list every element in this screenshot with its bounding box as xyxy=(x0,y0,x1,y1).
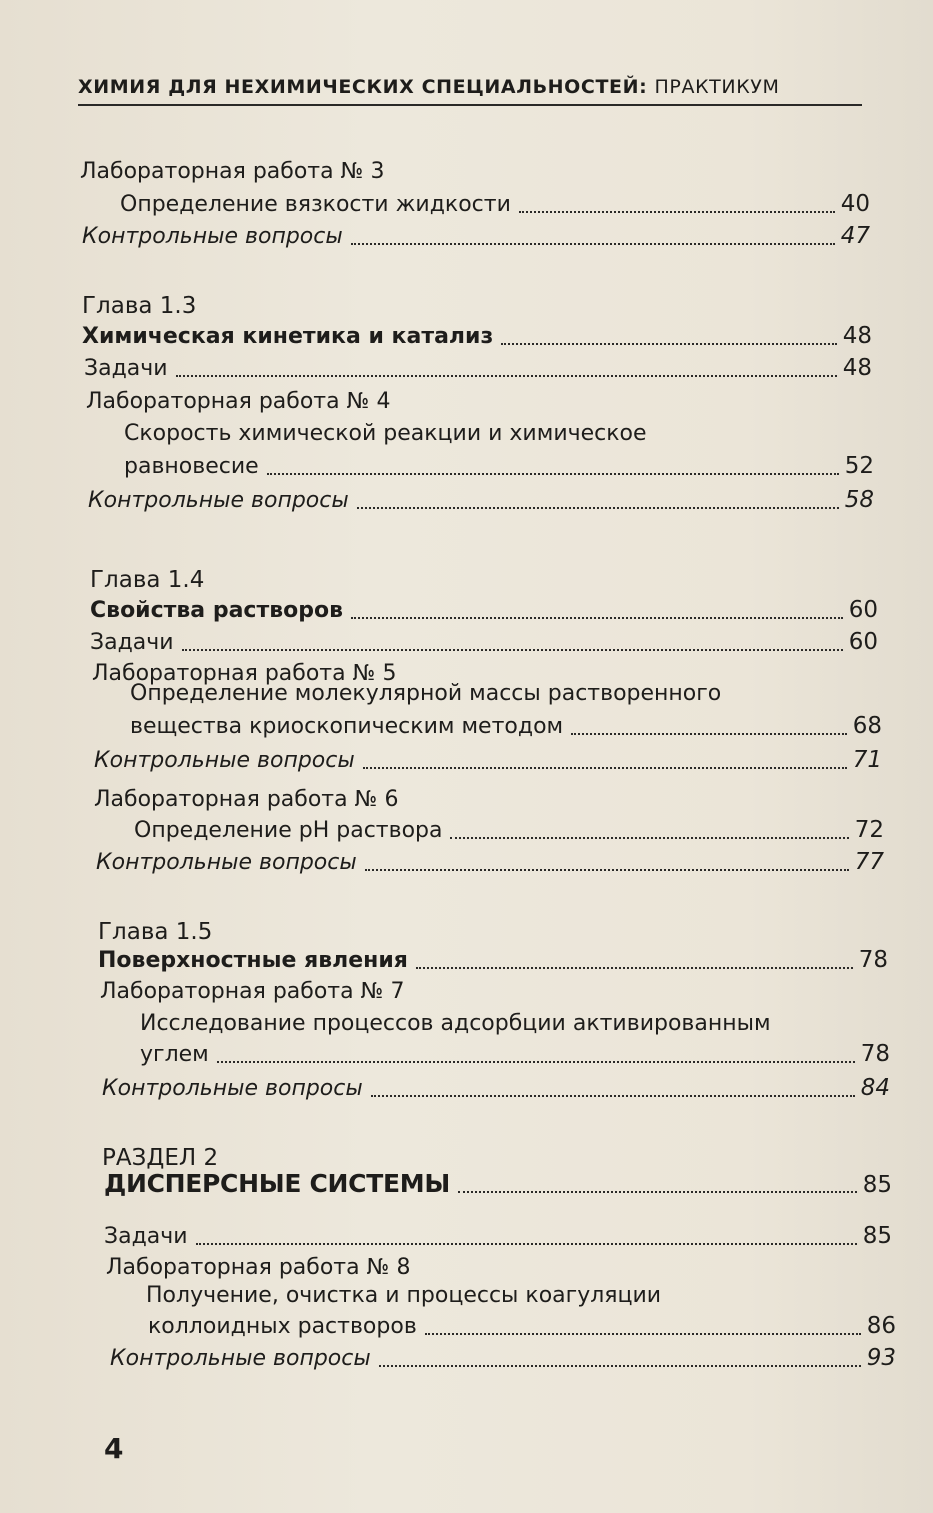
toc-lab-label: Лабораторная работа № 7 xyxy=(100,979,405,1004)
dot-leader xyxy=(267,473,839,475)
dot-leader xyxy=(450,837,848,839)
toc-entry-text: равновесие xyxy=(124,454,259,479)
toc-page-number: 85 xyxy=(862,1172,892,1198)
toc-chapter-title: Свойства растворов xyxy=(90,598,344,623)
toc-page-number: 48 xyxy=(842,355,872,381)
toc-chapter-title: Поверхностные явления xyxy=(98,948,408,973)
toc-entry xyxy=(102,1074,890,1103)
toc-page-number: 84 xyxy=(860,1075,890,1101)
toc-entry xyxy=(148,1312,896,1341)
toc-section-title: ДИСПЕРСНЫЕ СИСТЕМЫ xyxy=(104,1169,450,1198)
toc-entry xyxy=(120,190,870,219)
toc-page-number: 93 xyxy=(866,1345,896,1371)
toc-chapter-title: Химическая кинетика и катализ xyxy=(82,324,494,349)
toc-entry-text: Контрольные вопросы xyxy=(96,850,357,875)
toc-chapter-label: Глава 1.3 xyxy=(82,293,197,319)
toc-page-number: 47 xyxy=(840,223,870,249)
header-title: ХИМИЯ ДЛЯ НЕХИМИЧЕСКИХ СПЕЦИАЛЬНОСТЕЙ: xyxy=(78,76,648,98)
dot-leader xyxy=(365,869,849,871)
page-number: 4 xyxy=(104,1432,124,1465)
toc-entry xyxy=(124,452,874,481)
header-subtitle: ПРАКТИКУМ xyxy=(654,76,780,98)
toc-entry-text: Контрольные вопросы xyxy=(88,488,349,513)
toc-entry xyxy=(98,946,888,975)
toc-page-number: 71 xyxy=(852,747,882,773)
toc-page-number: 40 xyxy=(840,191,870,217)
toc-entry-text: Определение вязкости жидкости xyxy=(120,192,511,217)
toc-page-number: 86 xyxy=(866,1313,896,1339)
dot-leader xyxy=(351,243,835,245)
toc-entry-text: Контрольные вопросы xyxy=(110,1346,371,1371)
toc-entry-text: Задачи xyxy=(104,1224,188,1249)
toc-page-number: 72 xyxy=(854,817,884,843)
dot-leader xyxy=(357,507,839,509)
toc-entry-text: Определение молекулярной массы растворенного xyxy=(130,681,722,706)
toc-entry-text: коллоидных растворов xyxy=(148,1314,417,1339)
toc-entry-text: Исследование процессов адсорбции активированным xyxy=(140,1011,771,1036)
toc-entry xyxy=(88,486,874,515)
dot-leader xyxy=(176,375,837,377)
toc-entry-text: Скорость химической реакции и химическое xyxy=(124,421,647,446)
toc-lab-label: Лабораторная работа № 4 xyxy=(86,389,391,414)
dot-leader xyxy=(425,1333,861,1335)
toc-page-number: 60 xyxy=(848,629,878,655)
dot-leader xyxy=(458,1191,857,1193)
toc-entry-text: Задачи xyxy=(84,356,168,381)
toc-entry-text: Контрольные вопросы xyxy=(94,748,355,773)
toc-entry xyxy=(110,1344,896,1373)
toc-entry xyxy=(84,354,872,383)
toc-page-number: 48 xyxy=(842,323,872,349)
toc-entry xyxy=(90,628,878,657)
toc-entry-text: Определение pH раствора xyxy=(134,818,443,843)
toc-entry xyxy=(82,322,872,351)
toc-entry xyxy=(104,1222,892,1251)
toc-entry xyxy=(94,746,882,775)
toc-page-number: 58 xyxy=(844,487,874,513)
toc-entry-text: Задачи xyxy=(90,630,174,655)
toc-entry xyxy=(82,222,870,251)
toc-entry xyxy=(140,1040,890,1069)
toc-entry xyxy=(130,712,882,741)
toc-section-label: РАЗДЕЛ 2 xyxy=(102,1145,219,1171)
toc-page-number: 78 xyxy=(858,947,888,973)
toc-entry xyxy=(134,816,884,845)
toc-page-number: 52 xyxy=(844,453,874,479)
toc-entry-text: вещества криоскопическим методом xyxy=(130,714,564,739)
dot-leader xyxy=(571,733,847,735)
toc-lab-label: Лабораторная работа № 5 xyxy=(92,661,397,686)
dot-leader xyxy=(217,1061,855,1063)
dot-leader xyxy=(501,343,836,345)
dot-leader xyxy=(371,1095,855,1097)
toc-entry xyxy=(90,596,878,625)
toc-page-number: 68 xyxy=(852,713,882,739)
dot-leader xyxy=(363,767,847,769)
toc-entry-text: Получение, очистка и процессы коагуляции xyxy=(146,1283,662,1308)
dot-leader xyxy=(519,211,835,213)
toc-entry-text: Контрольные вопросы xyxy=(82,224,343,249)
toc-page-number: 60 xyxy=(848,597,878,623)
toc-entry-text: углем xyxy=(140,1042,209,1067)
toc-entry xyxy=(104,1170,892,1199)
dot-leader xyxy=(416,967,853,969)
toc-lab-label: Лабораторная работа № 6 xyxy=(94,787,399,812)
dot-leader xyxy=(351,617,843,619)
toc-entry-text: Контрольные вопросы xyxy=(102,1076,363,1101)
toc-lab-label: Лабораторная работа № 3 xyxy=(80,159,385,184)
toc-chapter-label: Глава 1.4 xyxy=(90,567,205,593)
toc-entry xyxy=(96,848,884,877)
dot-leader xyxy=(182,649,843,651)
toc-page-number: 78 xyxy=(860,1041,890,1067)
dot-leader xyxy=(379,1365,861,1367)
toc-lab-label: Лабораторная работа № 8 xyxy=(106,1255,411,1280)
toc-page-number: 77 xyxy=(854,849,884,875)
dot-leader xyxy=(196,1243,857,1245)
toc-chapter-label: Глава 1.5 xyxy=(98,919,213,945)
toc-page-number: 85 xyxy=(862,1223,892,1249)
